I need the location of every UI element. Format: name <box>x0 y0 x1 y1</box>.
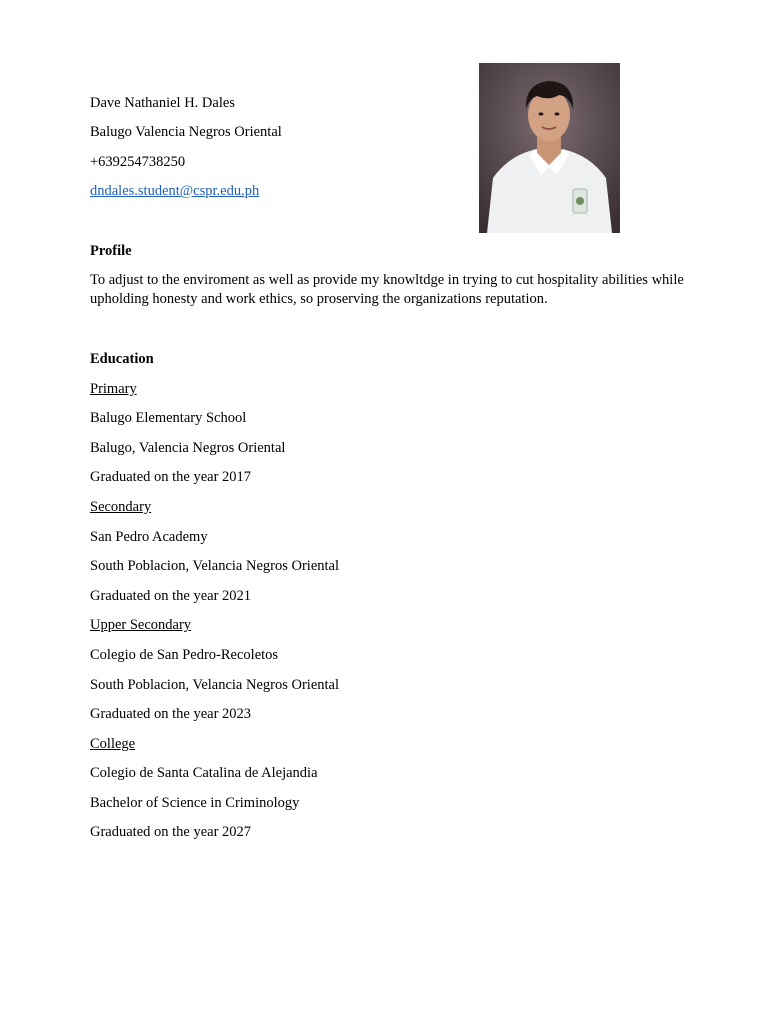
profile-text: To adjust to the enviroment as well as provide my knowltdge in trying to cut hospitality abilities while upholding honesty and work ethics, so proserving the organizations reputation. <box>90 272 684 307</box>
primary-location: Balugo, Valencia Negros Oriental <box>90 440 286 456</box>
college-course: Bachelor of Science in Criminology <box>90 795 300 811</box>
secondary-school: San Pedro Academy <box>90 529 208 545</box>
contact-address: Balugo Valencia Negros Oriental <box>90 124 282 140</box>
contact-phone: +639254738250 <box>90 154 186 170</box>
upper-secondary-location: South Poblacion, Velancia Negros Oriental <box>90 677 339 693</box>
upper-secondary-school: Colegio de San Pedro-Recoletos <box>90 647 279 663</box>
college-school: Colegio de Santa Catalina de Alejandia <box>90 765 318 781</box>
primary-label: Primary <box>90 381 137 397</box>
contact-email-link[interactable]: dndales.student@cspr.edu.ph <box>90 183 260 199</box>
primary-school: Balugo Elementary School <box>90 410 247 426</box>
primary-graduated: Graduated on the year 2017 <box>90 469 252 485</box>
college-label: College <box>90 736 136 752</box>
contact-name: Dave Nathaniel H. Dales <box>90 95 235 111</box>
profile-photo <box>479 63 620 233</box>
upper-secondary-graduated: Graduated on the year 2023 <box>90 706 252 722</box>
college-graduated: Graduated on the year 2027 <box>90 824 252 840</box>
secondary-location: South Poblacion, Velancia Negros Oriental <box>90 558 339 574</box>
secondary-label: Secondary <box>90 499 152 515</box>
education-heading: Education <box>90 351 154 367</box>
secondary-graduated: Graduated on the year 2021 <box>90 588 252 604</box>
upper-secondary-label: Upper Secondary <box>90 617 192 633</box>
profile-heading: Profile <box>90 243 132 259</box>
